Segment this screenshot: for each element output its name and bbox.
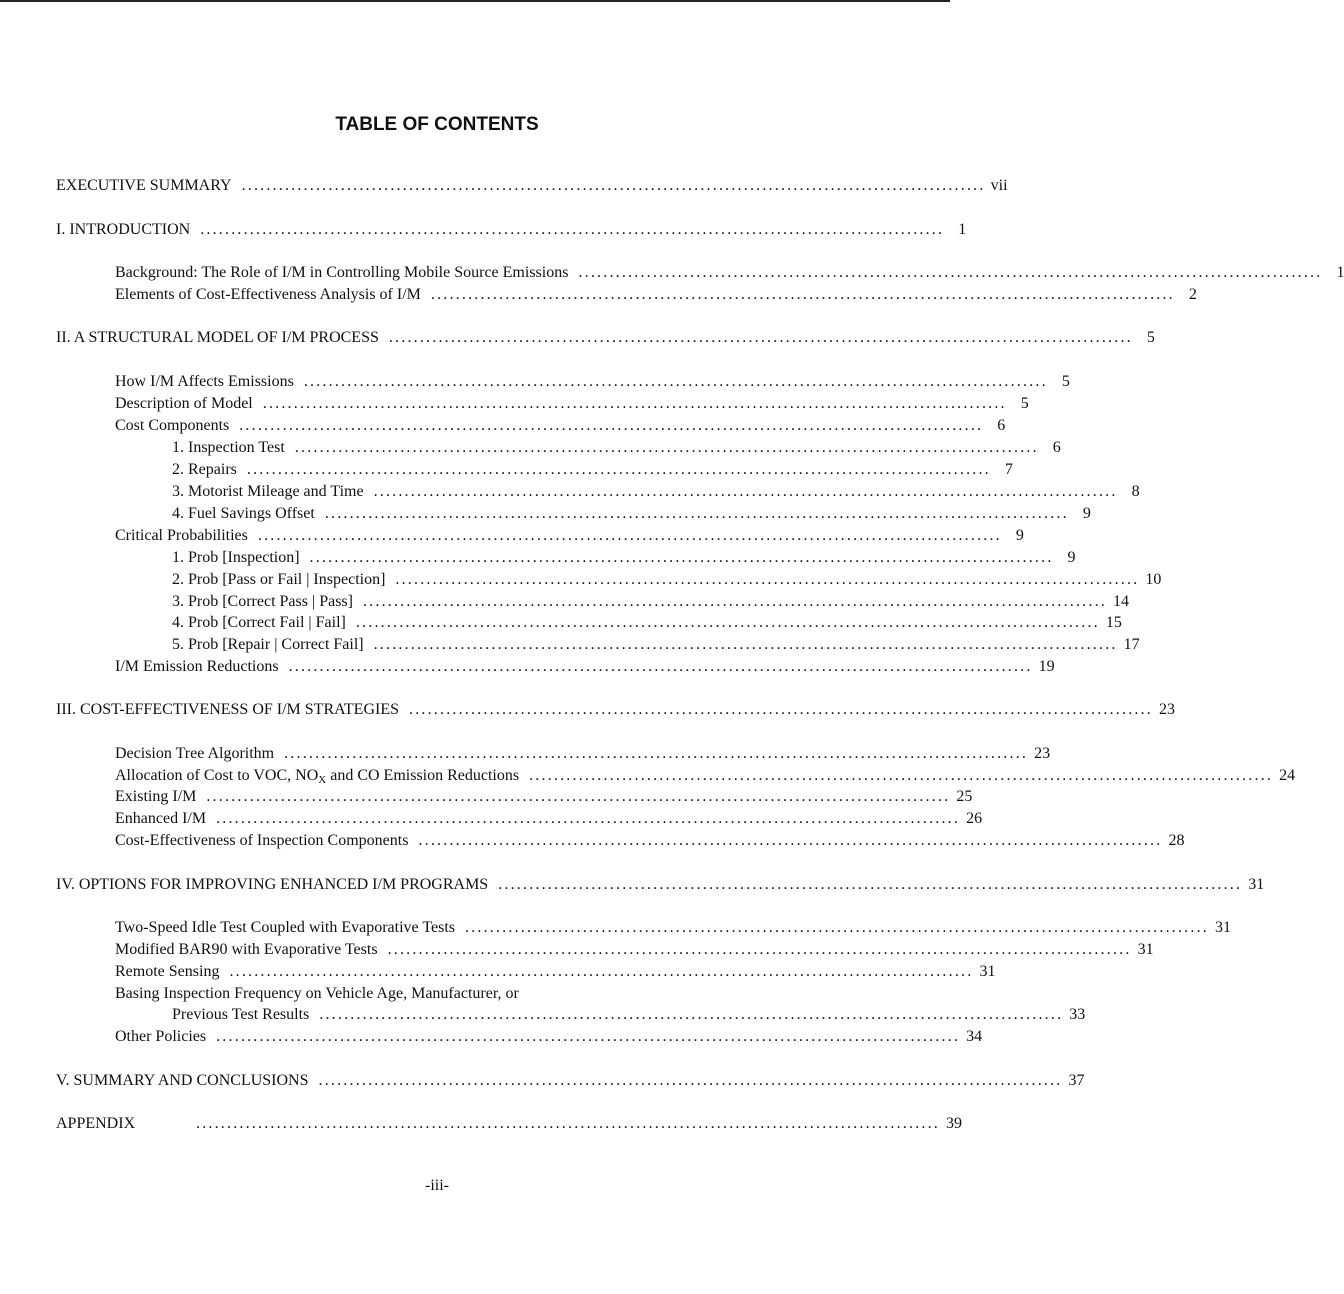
toc-page: 9 — [1015, 527, 1024, 544]
toc-label: V. SUMMARY AND CONCLUSIONS — [56, 1072, 309, 1089]
dot-leader: ........................................................................................................................ — [409, 701, 1153, 718]
toc-page: 15 — [1105, 614, 1122, 631]
page-number: -iii- — [425, 1177, 449, 1194]
toc-entry-prob-correct-fail[interactable] — [172, 613, 1122, 633]
toc-label: 1. Inspection Test — [172, 439, 285, 456]
dot-leader: ........................................................................................................................ — [200, 221, 945, 238]
toc-label: Remote Sensing — [115, 963, 220, 980]
toc-entry-options[interactable] — [56, 875, 1265, 895]
dot-leader: ........................................................................................................................ — [303, 373, 1048, 390]
dot-leader: ........................................................................................................................ — [319, 1006, 1064, 1023]
page-top-border — [0, 0, 950, 2]
dot-leader: ........................................................................................................................ — [196, 1115, 940, 1132]
dot-leader: ........................................................................................................................ — [418, 832, 1163, 849]
toc-page: 39 — [946, 1115, 962, 1132]
toc-label: 3. Motorist Mileage and Time — [172, 483, 364, 500]
toc-entry-previous-results[interactable] — [172, 1005, 1086, 1025]
toc-page: 33 — [1069, 1006, 1086, 1023]
toc-entry-cost-components[interactable] — [115, 416, 1006, 436]
toc-entry-prob-correct-pass[interactable] — [172, 592, 1129, 612]
page-title: TABLE OF CONTENTS — [335, 114, 539, 135]
toc-page: 5 — [1061, 373, 1070, 390]
toc-label: 3. Prob [Correct Pass | Pass] — [172, 593, 353, 610]
dot-leader: ........................................................................................................................ — [206, 788, 951, 805]
toc-page: 2 — [1188, 286, 1197, 303]
dot-leader: ........................................................................................................................ — [246, 461, 991, 478]
toc-page: 5 — [1020, 395, 1029, 412]
toc-label-part: Allocation of Cost to VOC, NO — [115, 767, 319, 784]
toc-label-part: and CO Emission Reductions — [326, 767, 520, 784]
toc-label: Background: The Role of I/M in Controlling Mobile Source Emissions — [115, 264, 569, 281]
toc-page: vii — [990, 177, 1008, 194]
toc-label: Two-Speed Idle Test Coupled with Evaporative Tests — [115, 919, 455, 936]
dot-leader: ........................................................................................................................ — [388, 329, 1133, 346]
toc-label: 4. Fuel Savings Offset — [172, 505, 315, 522]
dot-leader: ........................................................................................................................ — [257, 527, 1002, 544]
toc-entry-prob-pass-fail[interactable] — [172, 570, 1162, 590]
toc-page: 34 — [966, 1028, 983, 1045]
toc-page: 6 — [1052, 439, 1061, 456]
toc-page: 31 — [1248, 876, 1265, 893]
toc-entry-executive-summary[interactable] — [56, 176, 1008, 196]
toc-label: APPENDIX — [56, 1115, 136, 1132]
toc-page: 17 — [1123, 636, 1140, 653]
toc-label: III. COST-EFFECTIVENESS OF I/M STRATEGIES — [56, 701, 399, 718]
toc-entry-prob-inspection[interactable] — [172, 548, 1076, 568]
dot-leader: ........................................................................................................................ — [324, 505, 1069, 522]
dot-leader: ........................................................................................................................ — [395, 571, 1140, 588]
toc-label: Cost-Effectiveness of Inspection Components — [115, 832, 409, 849]
toc-page: 8 — [1131, 483, 1140, 500]
toc-label: Basing Inspection Frequency on Vehicle Age, Manufacturer, or — [115, 985, 519, 1002]
dot-leader: ........................................................................................................................ — [262, 395, 1007, 412]
toc-label: 1. Prob [Inspection] — [172, 549, 300, 566]
toc-label: Cost Components — [115, 417, 230, 434]
toc-page: 31 — [979, 963, 996, 980]
toc-entry-existing-im[interactable] — [115, 787, 973, 807]
toc-page: 9 — [1082, 505, 1091, 522]
toc-entry-summary[interactable] — [56, 1071, 1085, 1091]
toc-page: 26 — [966, 810, 983, 827]
dot-leader: ........................................................................................................................ — [309, 549, 1054, 566]
toc-page: 1 — [1336, 264, 1344, 281]
toc-label: Enhanced I/M — [115, 810, 207, 827]
toc-entry-remote-sensing[interactable] — [115, 962, 996, 982]
toc-label: Elements of Cost-Effectiveness Analysis of I/M — [115, 286, 421, 303]
toc-page: 7 — [1004, 461, 1013, 478]
toc-entry-elements[interactable] — [115, 285, 1197, 305]
dot-leader: ........................................................................................................................ — [464, 919, 1209, 936]
toc-label: 2. Prob [Pass or Fail | Inspection] — [172, 571, 386, 588]
toc-label: Other Policies — [115, 1028, 207, 1045]
toc-page: 31 — [1214, 919, 1231, 936]
dot-leader: ........................................................................................................................ — [362, 593, 1107, 610]
dot-leader: ........................................................................................................................ — [578, 264, 1323, 281]
toc-page: 25 — [956, 788, 973, 805]
toc-page: 37 — [1068, 1072, 1085, 1089]
dot-leader: ........................................................................................................................ — [229, 963, 974, 980]
toc-entry-bar90[interactable] — [115, 940, 1154, 960]
dot-leader: ........................................................................................................................ — [216, 810, 961, 827]
toc-entry-other-policies[interactable] — [115, 1027, 983, 1047]
toc-entry-two-speed[interactable] — [115, 918, 1231, 938]
toc-label: Decision Tree Algorithm — [115, 745, 275, 762]
dot-leader: ........................................................................................................................ — [288, 658, 1033, 675]
toc-entry-appendix[interactable] — [56, 1114, 962, 1134]
subscript-x: X — [318, 774, 327, 786]
toc-entry-fuel-savings[interactable] — [172, 504, 1091, 524]
toc-entry-inspection-components[interactable] — [115, 831, 1185, 851]
toc-label: Critical Probabilities — [115, 527, 248, 544]
toc-label: 2. Repairs — [172, 461, 237, 478]
toc-entry-description[interactable] — [115, 394, 1029, 414]
toc-page: 23 — [1034, 745, 1051, 762]
toc-entry-affects[interactable] — [115, 372, 1070, 392]
toc-page: 23 — [1159, 701, 1175, 718]
toc-entry-decision-tree[interactable] — [115, 744, 1051, 764]
toc-page: 28 — [1168, 832, 1185, 849]
dot-leader: ........................................................................................................................ — [284, 745, 1029, 762]
toc-page: 1 — [958, 221, 967, 238]
toc-entry-critical-probabilities[interactable] — [115, 526, 1024, 546]
toc-label: I. INTRODUCTION — [56, 221, 191, 238]
toc-label: I/M Emission Reductions — [115, 658, 279, 675]
dot-leader: ........................................................................................................................ — [241, 177, 986, 194]
toc-page: 31 — [1137, 941, 1154, 958]
toc-page: 19 — [1038, 658, 1055, 675]
toc-entry-enhanced-im[interactable] — [115, 809, 983, 829]
toc-page: 5 — [1146, 329, 1155, 346]
dot-leader: ........................................................................................................................ — [387, 941, 1132, 958]
toc-entry-mileage[interactable] — [172, 482, 1140, 502]
dot-leader: ........................................................................................................................ — [373, 636, 1118, 653]
toc-entry-repairs[interactable] — [172, 460, 1013, 480]
toc-label: 4. Prob [Correct Fail | Fail] — [172, 614, 346, 631]
toc-entry-emission-reductions[interactable] — [115, 657, 1055, 677]
dot-leader: ........................................................................................................................ — [373, 483, 1118, 500]
toc-label: How I/M Affects Emissions — [115, 373, 294, 390]
toc-label: 5. Prob [Repair | Correct Fail] — [172, 636, 364, 653]
toc-entry-basing-frequency[interactable] — [115, 984, 812, 1004]
toc-label: IV. OPTIONS FOR IMPROVING ENHANCED I/M PROGRAMS — [56, 876, 489, 893]
dot-leader: ........................................................................................................................ — [430, 286, 1175, 303]
toc-label: EXECUTIVE SUMMARY — [56, 177, 232, 194]
toc-label: Existing I/M — [115, 788, 197, 805]
toc-label: II. A STRUCTURAL MODEL OF I/M PROCESS — [56, 329, 379, 346]
toc-page: 6 — [997, 417, 1006, 434]
toc-label: Description of Model — [115, 395, 253, 412]
toc-entry-cost-effectiveness[interactable] — [56, 700, 1175, 720]
dot-leader: ........................................................................................................................ — [239, 417, 984, 434]
toc-page: 24 — [1279, 767, 1296, 784]
dot-leader: ........................................................................................................................ — [294, 439, 1039, 456]
dot-leader: ........................................................................................................................ — [216, 1028, 961, 1045]
toc-entry-inspection-test[interactable] — [172, 438, 1061, 458]
dot-leader: ........................................................................................................................ — [529, 767, 1274, 784]
toc-page: 10 — [1145, 571, 1162, 588]
toc-page: 14 — [1112, 593, 1129, 610]
toc-entry-structural-model[interactable] — [56, 328, 1155, 348]
toc-entry-prob-repair[interactable] — [172, 635, 1140, 655]
dot-leader: ........................................................................................................................ — [355, 614, 1100, 631]
dot-leader: ........................................................................................................................ — [498, 876, 1243, 893]
toc-page: 9 — [1067, 549, 1076, 566]
toc-entry-introduction[interactable] — [56, 220, 967, 240]
toc-label: Modified BAR90 with Evaporative Tests — [115, 941, 378, 958]
toc-entry-background[interactable] — [115, 263, 1344, 283]
toc-label: Previous Test Results — [172, 1006, 310, 1023]
dot-leader: ........................................................................................................................ — [318, 1072, 1063, 1089]
